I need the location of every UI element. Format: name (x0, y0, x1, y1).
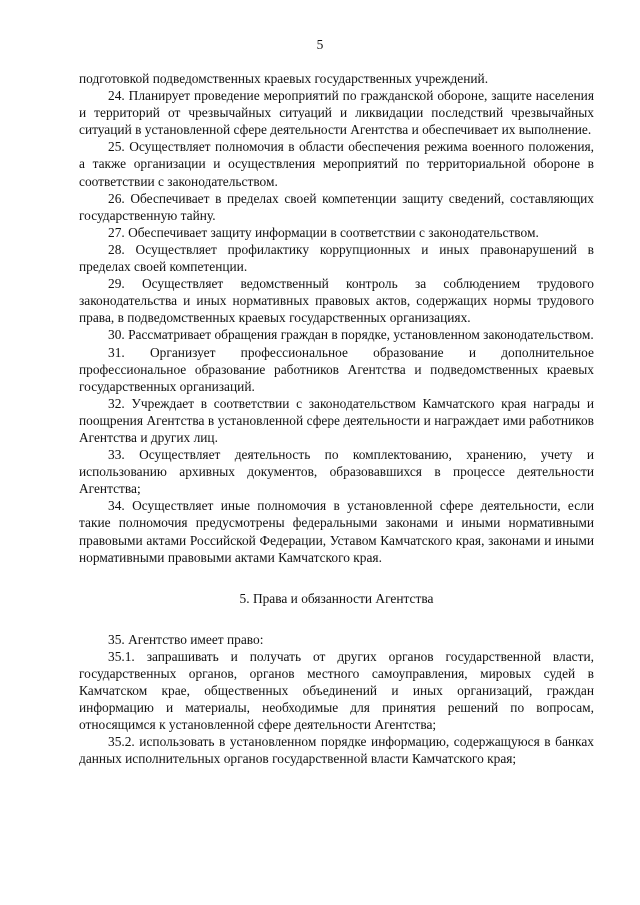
paragraph: 35. Агентство имеет право: (108, 631, 264, 647)
paragraph-list-after (79, 631, 594, 768)
paragraph: 29. Осуществляет ведомственный контроль за соблюдением трудового законодательства и иных нормативных правовых актов, содержащих нормы трудового права, в подведомственных краевых государственных организациях. (79, 276, 594, 326)
paragraph: 32. Учреждает в соответствии с законодательством Камчатского края награды и поощрения Агентства в установленной сфере деятельности и награждает ими работников Агентства и других лиц. (79, 395, 594, 445)
section-title: 5. Права и обязанности Агентства (239, 590, 434, 606)
paragraph: подготовкой подведомственных краевых государственных учреждений. (79, 71, 489, 86)
paragraph: 25. Осуществляет полномочия в области обеспечения режима военного положения, а также организации и осуществления мероприятий по территориальной обороне в соответствии с законодательством. (79, 139, 594, 189)
paragraph: 30. Рассматривает обращения граждан в порядке, установленном законодательством. (108, 327, 594, 343)
paragraph: 35.1. запрашивать и получать от других органов государственной власти, государственных органов, органов местного самоуправления, мировых судей в Камчатском крае, общественных объединений и иных организаций, граждан информацию и материалы, необходимые для принятия решений по вопросам, относящимся к установленной сфере деятельности Агентства; (79, 648, 594, 733)
paragraph: 31. Организует профессиональное образование и дополнительное профессиональное образование работников Агентства и подведомственных краевых государственных организаций. (79, 344, 594, 394)
paragraph: 24. Планирует проведение мероприятий по гражданской обороне, защите населения и территорий от чрезвычайных ситуаций и ликвидации последствий чрезвычайных ситуаций в установленной сфере деятельности Агентства и обеспечивает их выполнение. (79, 88, 594, 138)
paragraph-list-before (79, 70, 594, 566)
document-body (79, 70, 594, 768)
paragraph: 27. Обеспечивает защиту информации в соответствии с законодательством. (108, 224, 539, 240)
paragraph: 35.2. использовать в установленном порядке информацию, содержащуюся в банках данных исполнительных органов государственной власти Камчатского края; (79, 734, 594, 767)
page-number: 5 (316, 37, 324, 52)
paragraph: 28. Осуществляет профилактику коррупционных и иных правонарушений в пределах своей компетенции. (79, 241, 594, 275)
paragraph: 26. Обеспечивает в пределах своей компетенции защиту сведений, составляющих государственную тайну. (79, 190, 594, 223)
paragraph: 33. Осуществляет деятельность по комплектованию, хранению, учету и использованию архивных документов, образовавшихся в процессе деятельности Агентства; (79, 447, 594, 497)
paragraph: 34. Осуществляет иные полномочия в установленной сфере деятельности, если такие полномочия предусмотрены федеральными законами и иными нормативными правовыми актами Российской Федерации, Уставом Камчатского края, законами и иными нормативными правовыми актами Камчатского края. (79, 498, 594, 565)
